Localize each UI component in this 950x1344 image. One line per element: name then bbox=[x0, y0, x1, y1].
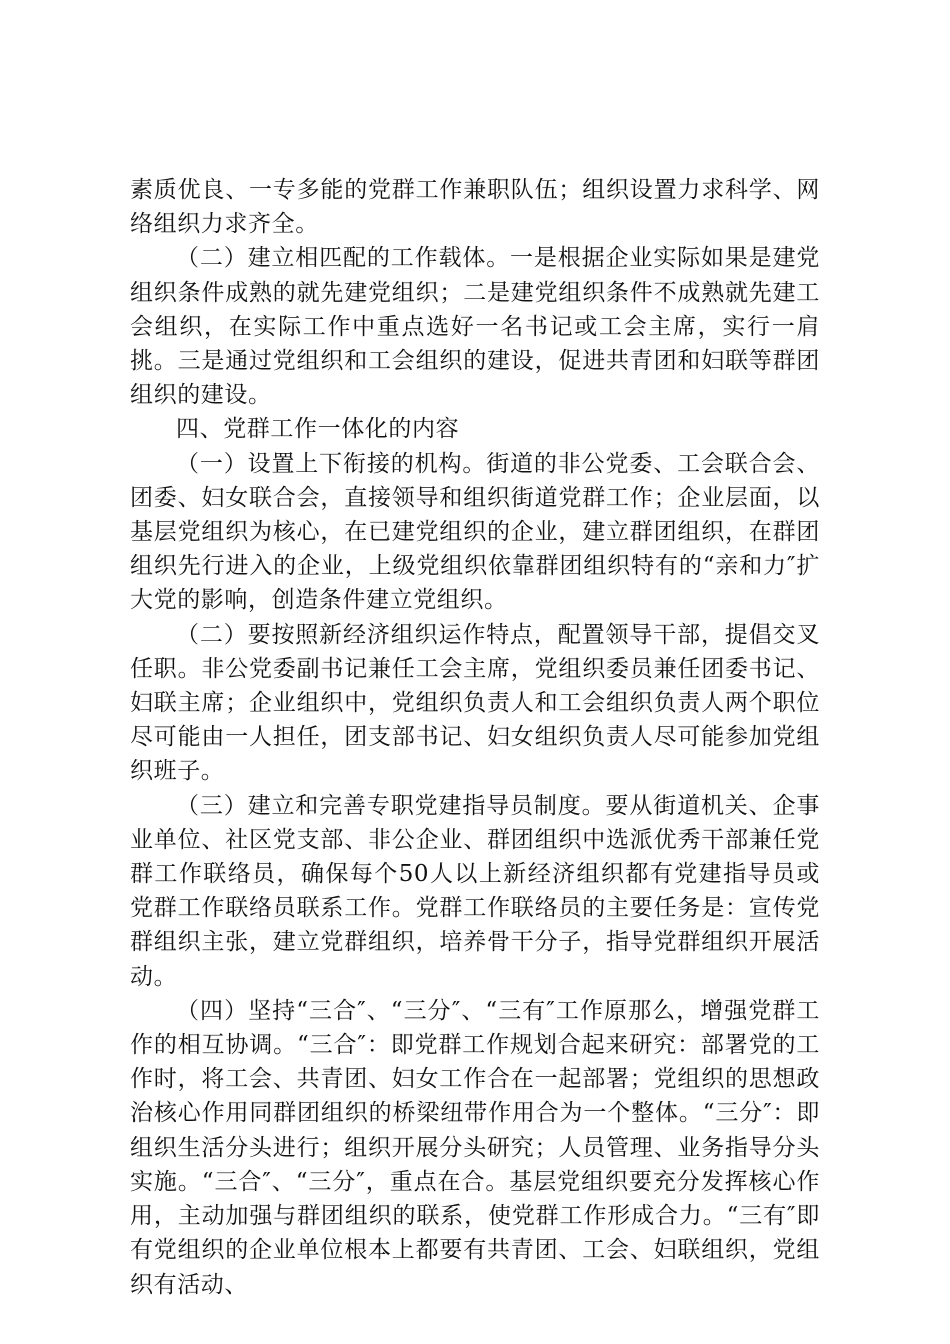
paragraph-continuation: 素质优良、一专多能的党群工作兼职队伍；组织设置力求科学、网络组织力求齐全。 bbox=[130, 177, 820, 238]
document-body bbox=[130, 173, 820, 1302]
section-heading-four: 四、党群工作一体化的内容 bbox=[176, 416, 460, 443]
paragraph-leadership: （二）要按照新经济组织运作特点，配置领导干部，提倡交叉任职。非公党委副书记兼任工会主席，党组织委员兼任团委书记、妇联主席；企业组织中，党组织负责人和工会组织负责人两个职位尽可能由一人担任，团支部书记、妇女组织负责人尽可能参加党组织班子。 bbox=[130, 621, 820, 785]
paragraph-three-principles: （四）坚持“三合″、“三分″、“三有″工作原那么，增强党群工作的相互协调。“三合″：即党群工作规划合起来研究：部署党的工作时，将工会、共青团、妇女工作合在一起部署；党组织的思想政治核心作用同群团组织的桥梁纽带作用合为一个整体。“三分″：即组织生活分头进行；组织开展分头研究；人员管理、业务指导分头实施。“三合″、“三分″，重点在合。基层党组织要充分发挥核心作用，主动加强与群团组织的联系，使党群工作形成合力。“三有″即有党组织的企业单位根本上都要有共青团、工会、妇联组织，党组织有活动、 bbox=[130, 997, 820, 1298]
paragraph-institutions: （一）设置上下衔接的机构。街道的非公党委、工会联合会、团委、妇女联合会，直接领导和组织街道党群工作；企业层面，以基层党组织为核心，在已建党组织的企业，建立群团组织，在群团组织先行进入的企业，上级党组织依靠群团组织特有的“亲和力″扩大党的影响，创造条件建立党组织。 bbox=[130, 450, 820, 614]
paragraph-work-carrier: （二）建立相匹配的工作载体。一是根据企业实际如果是建党组织条件成熟的就先建党组织；二是建党组织条件不成熟就先建工会组织，在实际工作中重点选好一名书记或工会主席，实行一肩挑。三是通过党组织和工会组织的建设，促进共青团和妇联等群团组织的建设。 bbox=[130, 245, 820, 409]
paragraph-instructor-system: （三）建立和完善专职党建指导员制度。要从街道机关、企事业单位、社区党支部、非公企业、群团组织中选派优秀干部兼任党群工作联络员，确保每个50人以上新经济组织都有党建指导员或党群工作联络员联系工作。党群工作联络员的主要任务是：宣传党群组织主张，建立党群组织，培养骨干分子，指导党群组织开展活动。 bbox=[130, 792, 820, 990]
